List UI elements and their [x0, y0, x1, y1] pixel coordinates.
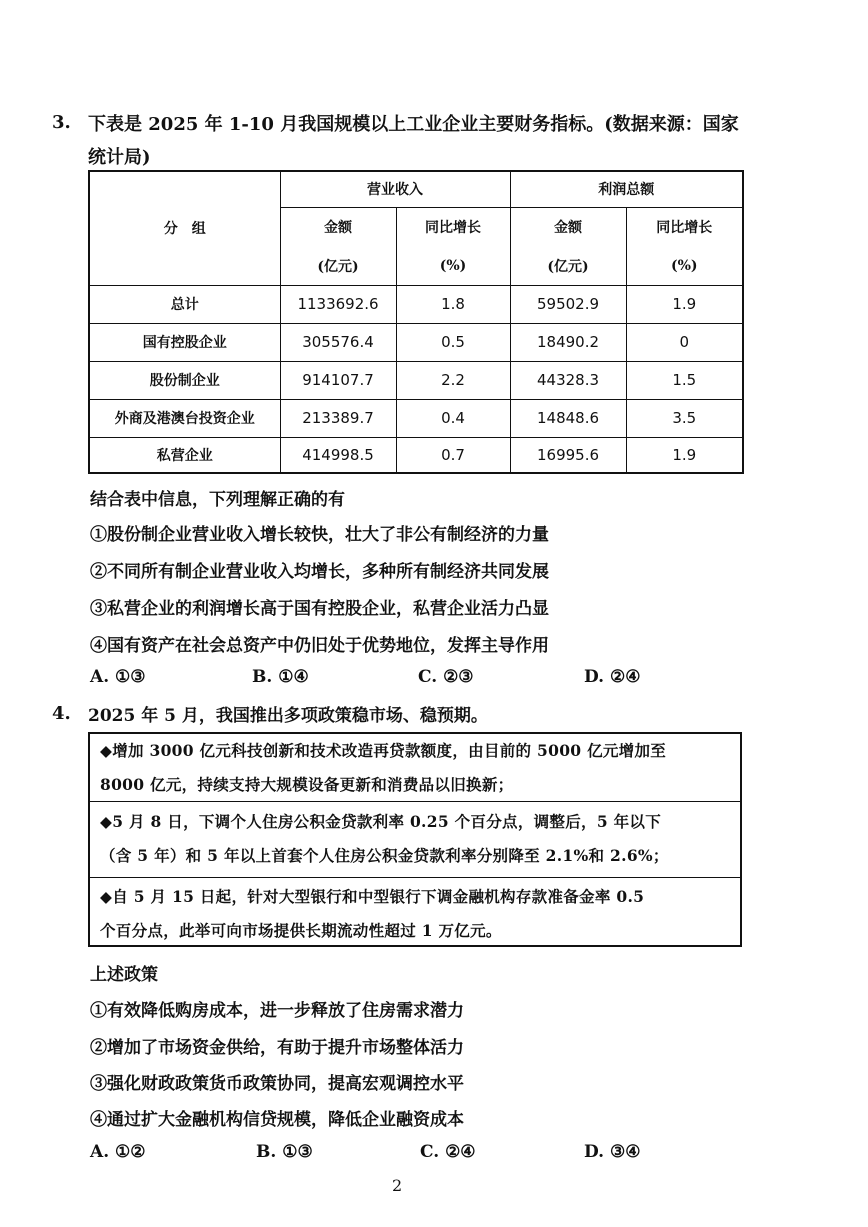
- revenue-amount: 914107.7: [280, 361, 396, 399]
- policy-item-2: [90, 802, 740, 878]
- profit-growth: 1.9: [626, 437, 743, 473]
- table-row: [89, 437, 743, 473]
- q3-statement-3: ③私营企业的利润增长高于国有控股企业，私营企业活力凸显: [90, 599, 549, 619]
- q3-choice-a[interactable]: A. ①③: [90, 667, 146, 687]
- q4-statement-1: ①有效降低购房成本，进一步释放了住房需求潜力: [90, 1001, 464, 1021]
- q4-choice-b[interactable]: B. ①③: [256, 1142, 313, 1162]
- profit-amount-unit: (亿元): [510, 247, 626, 285]
- table-row: [89, 285, 743, 323]
- policy-1-line-2: 8000 亿元，持续支持大规模设备更新和消费品以旧换新；: [100, 775, 514, 794]
- q4-statement-3: ③强化财政政策货币政策协同，提高宏观调控水平: [90, 1074, 464, 1094]
- q3-statement-1: ①股份制企业营业收入增长较快，壮大了非公有制经济的力量: [90, 525, 549, 545]
- financial-indicators-table: [88, 170, 744, 474]
- row-name: 私营企业: [89, 437, 280, 473]
- profit-growth: 1.9: [626, 285, 743, 323]
- profit-amount: 44328.3: [510, 361, 626, 399]
- revenue-amount: 414998.5: [280, 437, 396, 473]
- q4-prompt: 上述政策: [90, 965, 158, 985]
- q4-choice-a[interactable]: A. ①②: [90, 1142, 146, 1162]
- q3-number: 3.: [52, 112, 71, 133]
- q4-stem: 2025 年 5 月，我国推出多项政策稳市场、稳预期。: [88, 706, 488, 726]
- q4-statement-4: ④通过扩大金融机构信贷规模，降低企业融资成本: [90, 1110, 464, 1130]
- revenue-growth-unit: (%): [396, 247, 510, 285]
- revenue-header: 营业收入: [280, 171, 510, 207]
- table-header-row-1: [89, 171, 743, 207]
- q4-number: 4.: [52, 703, 71, 724]
- row-name: 外商及港澳台投资企业: [89, 399, 280, 437]
- q3-choice-c[interactable]: C. ②③: [418, 667, 474, 687]
- q3-statement-4: ④国有资产在社会总资产中仍旧处于优势地位，发挥主导作用: [90, 636, 549, 656]
- policy-box: [88, 732, 742, 947]
- table-row: [89, 361, 743, 399]
- profit-amount: 59502.9: [510, 285, 626, 323]
- profit-growth-label: 同比增长: [626, 207, 743, 247]
- profit-amount: 16995.6: [510, 437, 626, 473]
- policy-3-line-1: ◆自 5 月 15 日起，针对大型银行和中型银行下调金融机构存款准备金率 0.5: [100, 887, 645, 906]
- q3-stem-line1: 下表是 2025 年 1-10 月我国规模以上工业企业主要财务指标。(数据来源：国家: [88, 114, 739, 135]
- q3-statement-2: ②不同所有制企业营业收入均增长，多种所有制经济共同发展: [90, 562, 549, 582]
- revenue-growth: 0.7: [396, 437, 510, 473]
- profit-header: 利润总额: [510, 171, 743, 207]
- profit-growth-unit: (%): [626, 247, 743, 285]
- q3-prompt: 结合表中信息，下列理解正确的有: [90, 490, 345, 510]
- policy-2-line-2: （含 5 年）和 5 年以上首套个人住房公积金贷款利率分别降至 2.1%和 2.6%；: [100, 846, 669, 865]
- row-name: 股份制企业: [89, 361, 280, 399]
- row-name: 总计: [89, 285, 280, 323]
- revenue-amount-unit: (亿元): [280, 247, 396, 285]
- q4-choice-d[interactable]: D. ③④: [584, 1142, 641, 1162]
- revenue-amount: 1133692.6: [280, 285, 396, 323]
- revenue-amount-label: 金额: [280, 207, 396, 247]
- revenue-growth: 2.2: [396, 361, 510, 399]
- page-number: 2: [392, 1176, 403, 1195]
- revenue-growth: 1.8: [396, 285, 510, 323]
- policy-2-line-1: ◆5 月 8 日，下调个人住房公积金贷款利率 0.25 个百分点，调整后，5 年以下: [100, 812, 662, 831]
- policy-item-1: [90, 734, 740, 802]
- profit-amount: 18490.2: [510, 323, 626, 361]
- revenue-amount: 213389.7: [280, 399, 396, 437]
- revenue-growth: 0.4: [396, 399, 510, 437]
- profit-growth: 3.5: [626, 399, 743, 437]
- q3-choice-d[interactable]: D. ②④: [584, 667, 641, 687]
- revenue-growth-label: 同比增长: [396, 207, 510, 247]
- group-header: 分 组: [89, 171, 280, 285]
- q4-statement-2: ②增加了市场资金供给，有助于提升市场整体活力: [90, 1038, 464, 1058]
- q3-choice-b[interactable]: B. ①④: [252, 667, 309, 687]
- table-row: [89, 323, 743, 361]
- revenue-growth: 0.5: [396, 323, 510, 361]
- revenue-amount: 305576.4: [280, 323, 396, 361]
- profit-growth: 1.5: [626, 361, 743, 399]
- q4-choice-c[interactable]: C. ②④: [420, 1142, 476, 1162]
- policy-1-line-1: ◆增加 3000 亿元科技创新和技术改造再贷款额度，由目前的 5000 亿元增加至: [100, 741, 667, 760]
- policy-3-line-2: 个百分点，此举可向市场提供长期流动性超过 1 万亿元。: [100, 921, 502, 940]
- profit-amount: 14848.6: [510, 399, 626, 437]
- q3-stem-line2: 统计局): [88, 147, 151, 168]
- profit-amount-label: 金额: [510, 207, 626, 247]
- row-name: 国有控股企业: [89, 323, 280, 361]
- policy-item-3: [90, 878, 740, 946]
- profit-growth: 0: [626, 323, 743, 361]
- table-row: [89, 399, 743, 437]
